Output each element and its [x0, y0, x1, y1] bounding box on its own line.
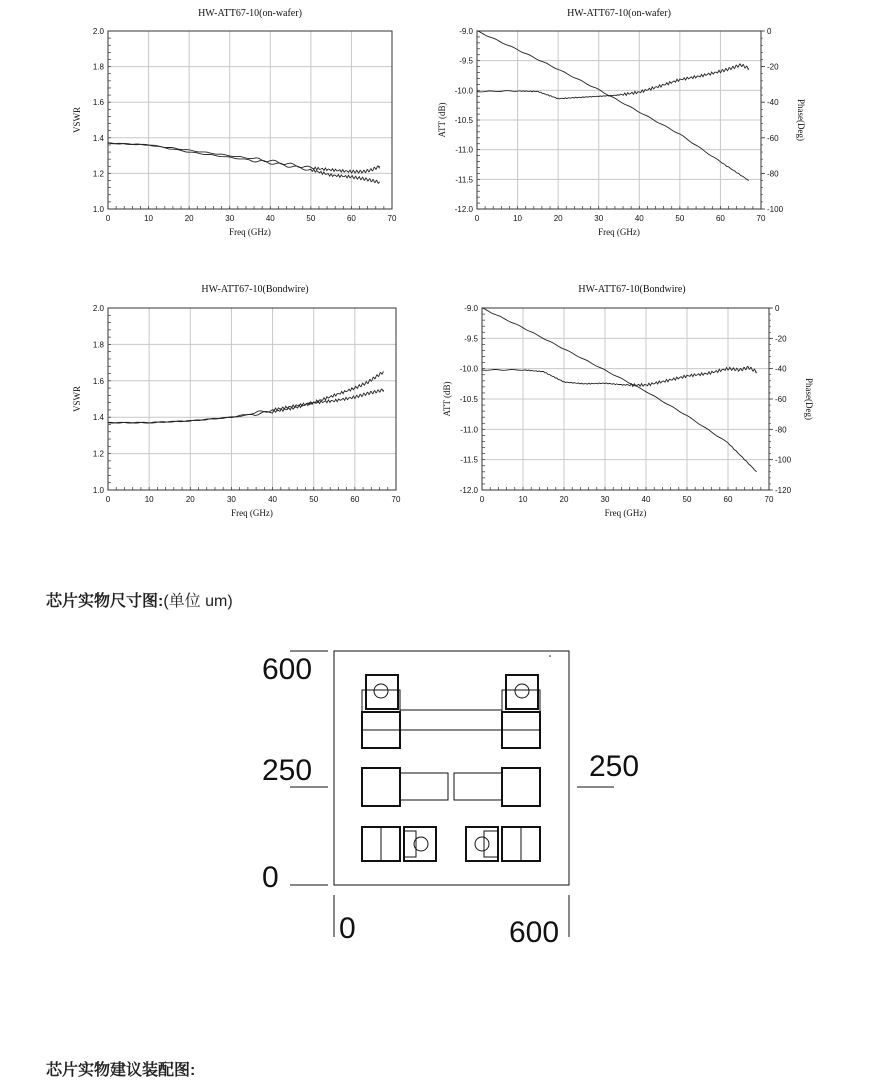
pad-top-left — [366, 675, 398, 709]
y-axis-label: ATT (dB) — [442, 381, 452, 417]
y2-tick-label: -120 — [775, 486, 792, 495]
x-tick-label: 0 — [474, 214, 480, 223]
x-tick-label: 10 — [513, 214, 523, 223]
pad-bottom-right-small — [466, 827, 498, 861]
resistor-mid-right — [454, 773, 502, 800]
x-tick-label: 20 — [559, 495, 569, 504]
resistor-bar-top — [400, 710, 502, 730]
y-tick-label: -10.0 — [459, 364, 478, 374]
x-tick-label: 70 — [756, 214, 766, 223]
x-tick-label: 40 — [265, 214, 275, 223]
x-tick-label: 40 — [634, 214, 644, 223]
x-tick-label: 70 — [387, 214, 397, 223]
y-tick-label: 2.0 — [92, 27, 104, 36]
x-tick-label: 0 — [105, 495, 111, 504]
x-tick-label: 0 — [105, 214, 111, 223]
x-axis-label: Freq (GHz) — [231, 508, 273, 518]
x-tick-label: 70 — [764, 495, 774, 504]
y2-tick-label: -60 — [775, 395, 787, 404]
y-tick-label: -10.5 — [459, 395, 478, 404]
x-tick-label: 20 — [553, 214, 563, 223]
dim-label-600-bottom: 600 — [509, 916, 560, 949]
via-top-left — [374, 684, 388, 698]
y-axis-label: VSWR — [72, 106, 82, 134]
x-tick-label: 50 — [675, 214, 685, 223]
y-tick-label: 1.8 — [92, 62, 104, 72]
x-axis-label: Freq (GHz) — [229, 227, 271, 237]
x-tick-label: 60 — [350, 495, 360, 504]
chart-title: HW-ATT67-10(on-wafer) — [198, 8, 302, 19]
y-tick-label: 1.4 — [92, 413, 104, 423]
x-axis-label: Freq (GHz) — [604, 508, 647, 518]
y-tick-label: 1.6 — [92, 376, 104, 386]
x-tick-label: 60 — [723, 495, 733, 504]
y-axis-label: ATT (dB) — [437, 102, 447, 138]
y-tick-label: 2.0 — [92, 304, 104, 313]
y-tick-label: -10.0 — [454, 86, 473, 96]
x-tick-label: 30 — [226, 495, 236, 504]
x-tick-label: 30 — [594, 214, 604, 223]
dim-label-600-left: 600 — [262, 653, 313, 686]
y-tick-label: -11.5 — [460, 455, 478, 465]
x-tick-label: 0 — [479, 495, 485, 504]
y-tick-label: -10.5 — [454, 116, 473, 125]
x-tick-label: 30 — [600, 495, 610, 504]
pad-top-right — [506, 675, 538, 709]
resistor-mid-left — [400, 773, 448, 800]
y2-axis-label: Phase(Deg) — [804, 378, 814, 420]
pad-mid-right — [502, 768, 540, 806]
x-tick-label: 30 — [225, 214, 235, 223]
y-tick-label: 1.0 — [92, 486, 104, 495]
dim-label-0-left: 0 — [262, 861, 279, 894]
y-tick-label: -11.0 — [455, 145, 473, 155]
y-tick-label: -9.0 — [459, 27, 473, 36]
y-tick-label: -12.0 — [459, 486, 478, 495]
x-tick-label: 50 — [682, 495, 692, 504]
y-axis-label: VSWR — [72, 385, 82, 413]
x-tick-label: 20 — [184, 214, 194, 223]
y-tick-label: 1.2 — [92, 169, 104, 179]
x-tick-label: 10 — [144, 214, 154, 223]
dimension-unit-text: (单位 um) — [163, 593, 233, 610]
y2-tick-label: -60 — [767, 133, 779, 143]
assembly-section-title — [46, 1057, 195, 1080]
y2-tick-label: -100 — [767, 205, 784, 214]
x-tick-label: 60 — [715, 214, 725, 223]
x-tick-label: 40 — [641, 495, 651, 504]
y-tick-label: 1.2 — [92, 449, 104, 459]
x-axis-label: Freq (GHz) — [598, 227, 640, 237]
y2-tick-label: -20 — [775, 334, 787, 344]
x-tick-label: 40 — [268, 495, 278, 504]
pad-bottom-left-small — [404, 827, 436, 861]
y-tick-label: 1.6 — [92, 98, 104, 108]
y2-tick-label: -20 — [767, 62, 779, 72]
dim-label-250-right: 250 — [589, 750, 640, 783]
y-tick-label: 1.8 — [92, 340, 104, 350]
y-tick-label: -9.5 — [464, 334, 478, 344]
y-tick-label: -9.0 — [464, 304, 478, 313]
x-tick-label: 60 — [346, 214, 356, 223]
dim-label-250-left: 250 — [262, 754, 313, 787]
y2-axis-label: Phase(Deg) — [796, 99, 806, 141]
x-tick-label: 20 — [185, 495, 195, 504]
y-tick-label: -11.0 — [460, 425, 478, 435]
dimension-title-text: 芯片实物尺寸图: — [46, 593, 164, 610]
pad-mid-left — [362, 768, 400, 806]
x-tick-label: 50 — [309, 495, 319, 504]
y-tick-label: -11.5 — [455, 175, 473, 185]
y2-tick-label: -80 — [767, 169, 779, 179]
assembly-title-text: 芯片实物建议装配图: — [46, 1062, 196, 1079]
y2-tick-label: -40 — [767, 98, 779, 108]
y-tick-label: 1.4 — [92, 133, 104, 143]
x-tick-label: 50 — [306, 214, 316, 223]
y-tick-label: -12.0 — [454, 205, 473, 214]
chart-title: HW-ATT67-10(Bondwire) — [201, 284, 309, 295]
y2-tick-label: 0 — [767, 27, 772, 36]
y2-tick-label: -40 — [775, 364, 787, 374]
x-tick-label: 10 — [518, 495, 528, 504]
y2-tick-label: 0 — [775, 304, 780, 313]
dim-label-0-bottom: 0 — [339, 912, 356, 945]
x-tick-label: 10 — [144, 495, 154, 504]
via-top-right — [515, 684, 529, 698]
chart-title: HW-ATT67-10(Bondwire) — [578, 284, 686, 295]
y2-tick-label: -100 — [775, 455, 792, 465]
y2-tick-label: -80 — [775, 425, 787, 435]
y-tick-label: 1.0 — [92, 205, 104, 214]
chart-title: HW-ATT67-10(on-wafer) — [567, 8, 671, 19]
x-tick-label: 70 — [391, 495, 401, 504]
y-tick-label: -9.5 — [459, 56, 473, 66]
via-bottom-right — [475, 837, 489, 851]
